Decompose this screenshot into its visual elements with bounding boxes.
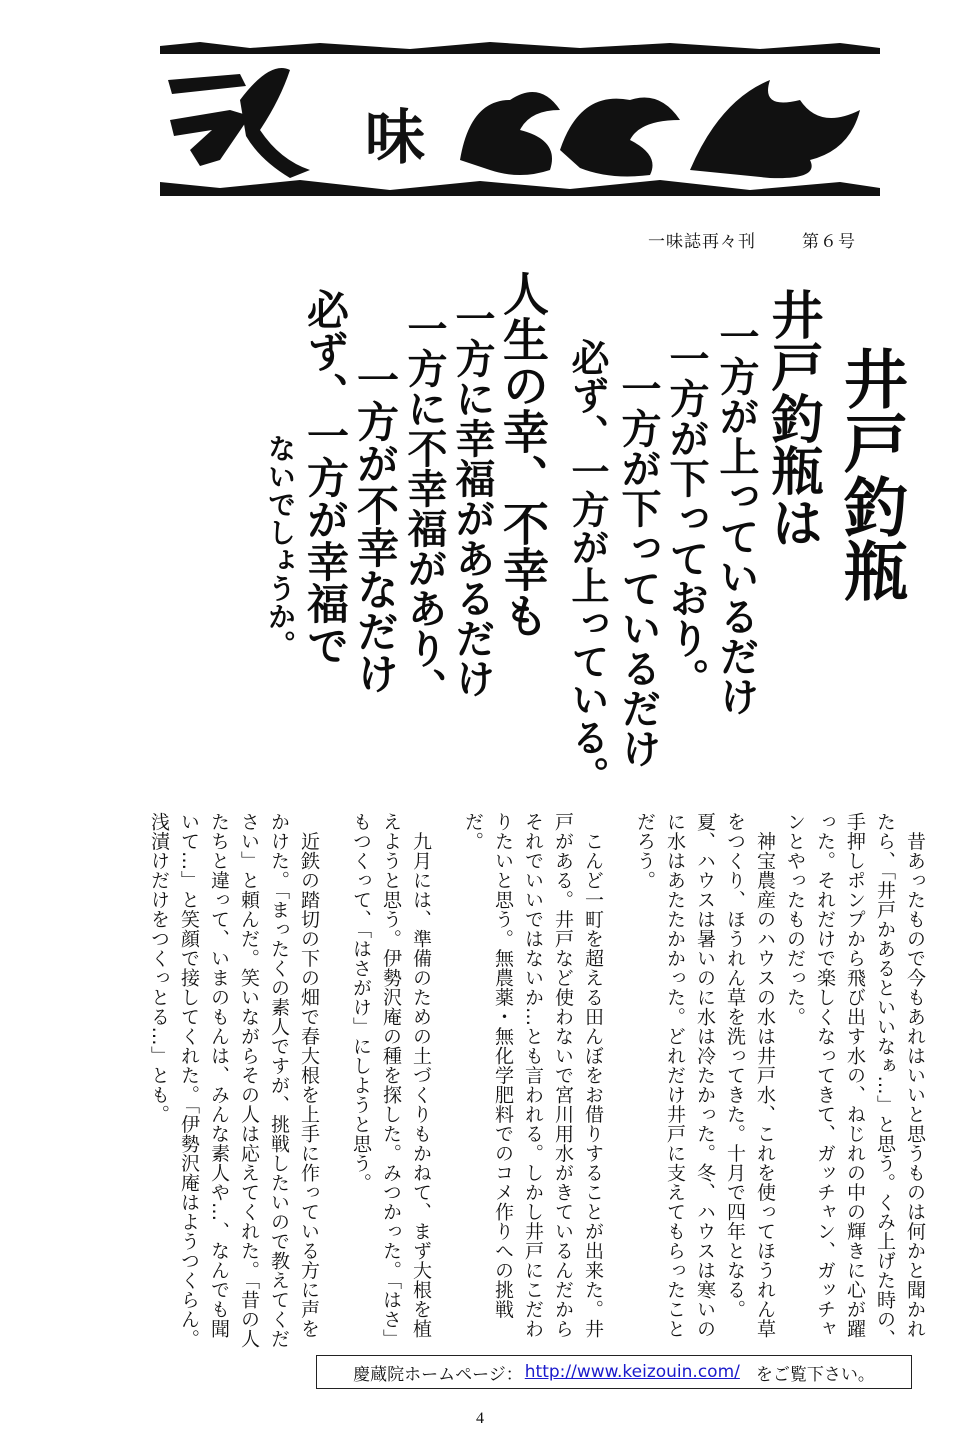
issue-line: [648, 227, 856, 252]
paragraph: 昔あったもので今もあれはいいと思うものは何かと聞かれたら、「井戸かあるといいなぁ…」と思う。くみ上げた時の、手押しポンプから飛び出す水の、ねじれの中の輝きに心が躍った。それだけで楽しくなってきて、ガッチャン、ガッチャンとやったものだった。: [784, 812, 926, 1349]
calligraphy-line: 井戸釣瓶は: [762, 288, 823, 548]
homepage-suffix: をご覧下さい。: [755, 1364, 875, 1385]
calligraphy-line: 必ず、一方が上っている。: [565, 338, 610, 794]
paragraph: 近鉄の踏切の下の畑で春大根を上手に作っている方に声をかけた。「まったくの素人ですが、挑戦したいので教えてください」と頼んだ。笑いながらその人は応えてくれた。「昔の人たちと違って、いまのもんは、みんな素人や…、なんでも聞いて…」と笑顔で接してくれた。「伊勢沢庵はようつくらん。浅漬けだけをつくっとる…」とも。: [148, 812, 320, 1349]
calligraphy-line: ないでしょうか。: [264, 434, 297, 658]
calligraphy-line: 一方が下っているだけ: [615, 368, 662, 768]
calligraphy-line: 一方に不幸福があり、: [401, 308, 448, 708]
calligraphy-poem: [60, 258, 940, 798]
paragraph: 九月には、準備のための土づくりもかねて、まず大根を植えようと思う。伊勢沢庵の種を探した。みつかった。「はさ」もつくって、「はさがけ」にしようと思う。: [350, 812, 432, 1349]
calligraphy-line: 一方が下っており。: [663, 338, 710, 698]
masthead-art: [160, 40, 880, 200]
page-number: 4: [476, 1410, 484, 1427]
article-body: [60, 812, 930, 1352]
calligraphy-line: 必ず、一方が幸福で: [301, 288, 350, 666]
calligraphy-title: 井戸釣瓶: [833, 346, 908, 602]
series-title: 一味誌再々刊: [648, 232, 756, 252]
calligraphy-line: 一方に幸福があるだけ: [449, 298, 496, 698]
homepage-label: 慶蔵院ホームページ：: [353, 1364, 523, 1385]
calligraphy-line: 人生の幸、不幸も: [496, 270, 550, 638]
homepage-notice: [316, 1355, 912, 1389]
svg-text:味: 味: [365, 103, 425, 173]
paragraph: こんど一町を超える田んぼをお借りすることが出来た。井戸がある。井戸など使わないで宮川用水がきているんだからそれでいいではないか…とも言われる。しかし井戸にこだわりたいと思う。無農薬・無化学肥料でのコメ作りへの挑戦だ。: [462, 812, 604, 1339]
calligraphy-line: 一方が不幸なだけ: [351, 358, 400, 694]
masthead-logo: [160, 40, 880, 200]
calligraphy-line: 一方が上っているだけ: [713, 316, 760, 716]
issue-number: 第６号: [802, 232, 856, 252]
homepage-link[interactable]: http://www.keizouin.com/: [524, 1362, 740, 1382]
paragraph: 神宝農産のハウスの水は井戸水、これを使ってほうれん草をつくり、ほうれん草を洗ってきた。十月で四年となる。夏、ハウスは暑いのに水は冷たかった。冬、ハウスは寒いのに水はあたたかかった。どれだけ井戸に支えてもらったことだろう。: [634, 812, 776, 1339]
